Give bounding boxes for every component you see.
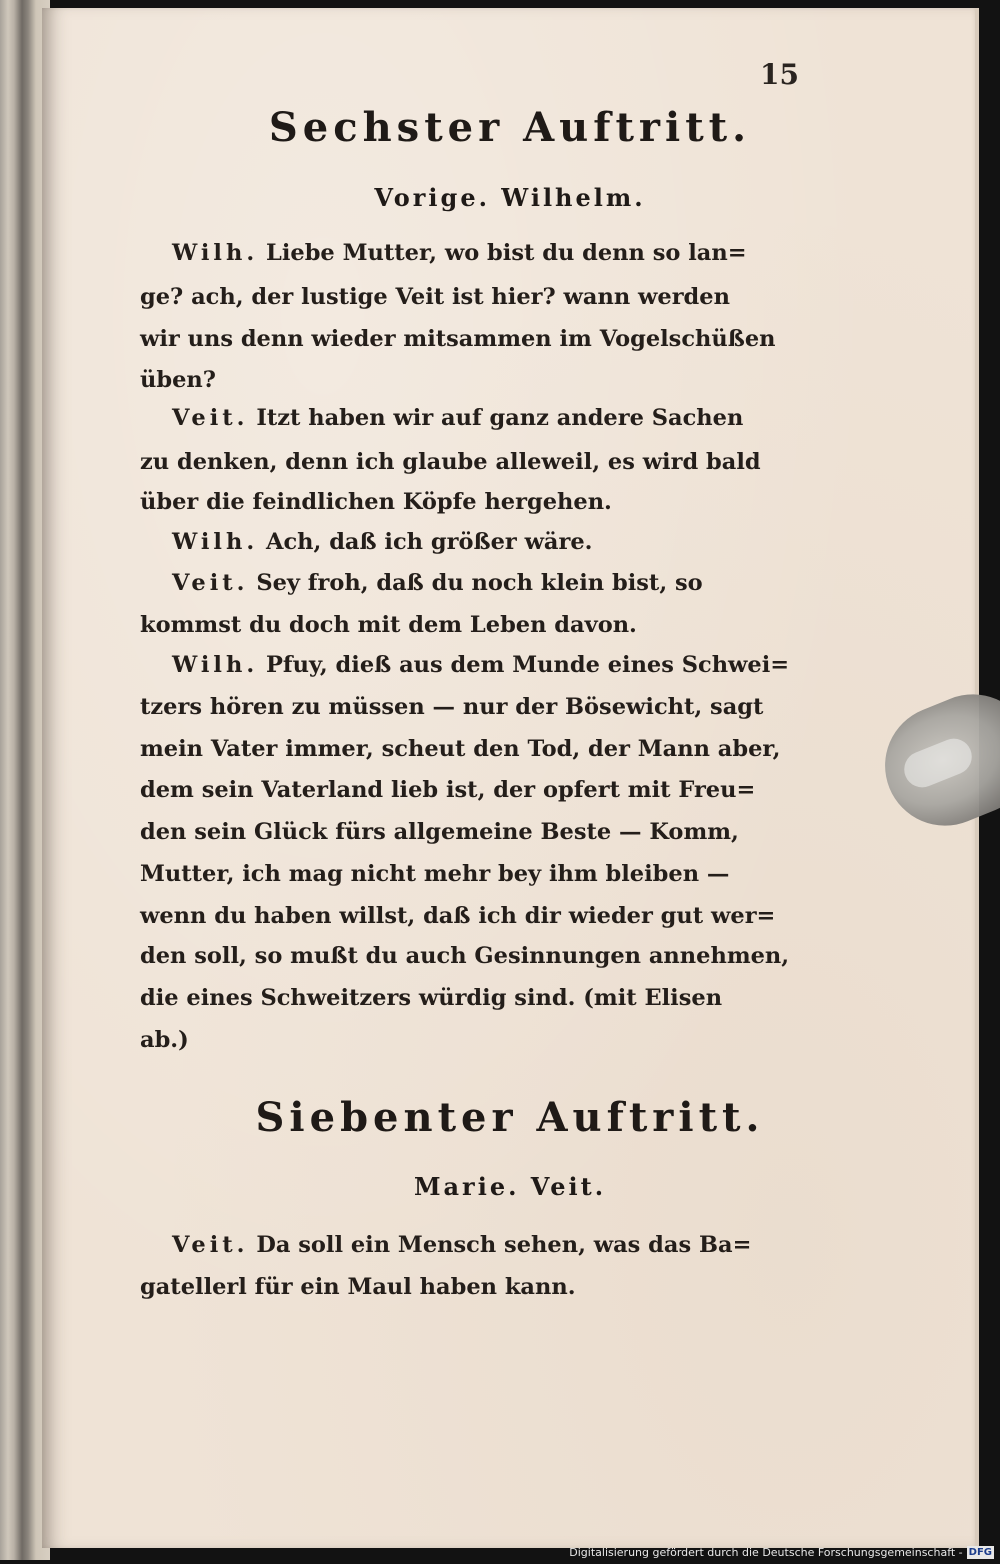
text-line (140, 861, 729, 887)
text-line (140, 777, 755, 803)
text-line (172, 529, 593, 555)
text-line (140, 985, 722, 1011)
text-line (140, 284, 730, 310)
speaker-label: Wilh. (172, 240, 259, 266)
scene-seven-heading: Siebenter Auftritt. (255, 1094, 765, 1141)
text-line (140, 819, 739, 845)
text-line (172, 405, 743, 431)
line-text: ab.) (140, 1027, 189, 1053)
line-text: Pfuy, dieß aus dem Munde eines Schwei= (266, 652, 790, 678)
line-text: Itzt haben wir auf ganz andere Sachen (256, 405, 744, 431)
text-line (140, 694, 763, 720)
line-text: kommst du doch mit dem Leben davon. (140, 612, 637, 638)
text-line (140, 612, 637, 638)
line-text: mein Vater immer, scheut den Tod, der Mann aber, (140, 736, 781, 762)
text-line (140, 903, 775, 929)
speaker-label: Veit. (172, 1232, 249, 1258)
line-text: den sein Glück fürs allgemeine Beste — Komm, (140, 819, 739, 845)
speaker-label: Wilh. (172, 652, 259, 678)
text-line (172, 1232, 751, 1258)
text-line (172, 240, 747, 266)
line-text: gatellerl für ein Maul haben kann. (140, 1274, 576, 1300)
line-text: wir uns denn wieder mitsammen im Vogelschüßen (140, 326, 776, 352)
text-line (172, 570, 703, 596)
speaker-label: Veit. (172, 405, 249, 431)
line-text: Sey froh, daß du noch klein bist, so (256, 570, 703, 596)
line-text: Ach, daß ich größer wäre. (266, 529, 593, 555)
speaker-label: Wilh. (172, 529, 259, 555)
text-line (140, 1027, 189, 1053)
line-text: über die feindlichen Köpfe hergehen. (140, 489, 612, 515)
speaker-label: Veit. (172, 570, 249, 596)
text-line (172, 652, 789, 678)
dfg-logo: DFG (968, 1546, 992, 1558)
line-text: dem sein Vaterland lieb ist, der opfert mit Freu= (140, 777, 756, 803)
digitization-footer (569, 1544, 994, 1560)
scene-six-heading: Sechster Auftritt. (268, 104, 752, 151)
line-text: wenn du haben willst, daß ich dir wieder gut wer= (140, 903, 776, 929)
line-text: tzers hören zu müssen — nur der Bösewicht, sagt (140, 694, 764, 720)
footer-text: Digitalisierung gefördert durch die Deutsche Forschungsgemeinschaft - (569, 1545, 963, 1559)
line-text: üben? (140, 367, 216, 393)
text-line (140, 736, 780, 762)
text-line (140, 1274, 576, 1300)
line-text: Mutter, ich mag nicht mehr bey ihm bleiben — (140, 861, 730, 887)
line-text: zu denken, denn ich glaube alleweil, es wird bald (140, 449, 761, 475)
line-text: die eines Schweitzers würdig sind. (mit Elisen (140, 985, 723, 1011)
line-text: Liebe Mutter, wo bist du denn so lan= (266, 240, 747, 266)
text-line (140, 489, 612, 515)
line-text: Da soll ein Mensch sehen, was das Ba= (256, 1232, 752, 1258)
text-line (140, 367, 216, 393)
page-number: 15 (760, 58, 799, 91)
scene-seven-persons: Marie. Veit. (413, 1172, 607, 1201)
line-text: den soll, so mußt du auch Gesinnungen annehmen, (140, 943, 790, 969)
text-line (140, 326, 776, 352)
line-text: ge? ach, der lustige Veit ist hier? wann werden (140, 284, 730, 310)
text-line (140, 943, 789, 969)
text-line (140, 449, 761, 475)
scene-six-persons: Vorige. Wilhelm. (374, 183, 646, 212)
